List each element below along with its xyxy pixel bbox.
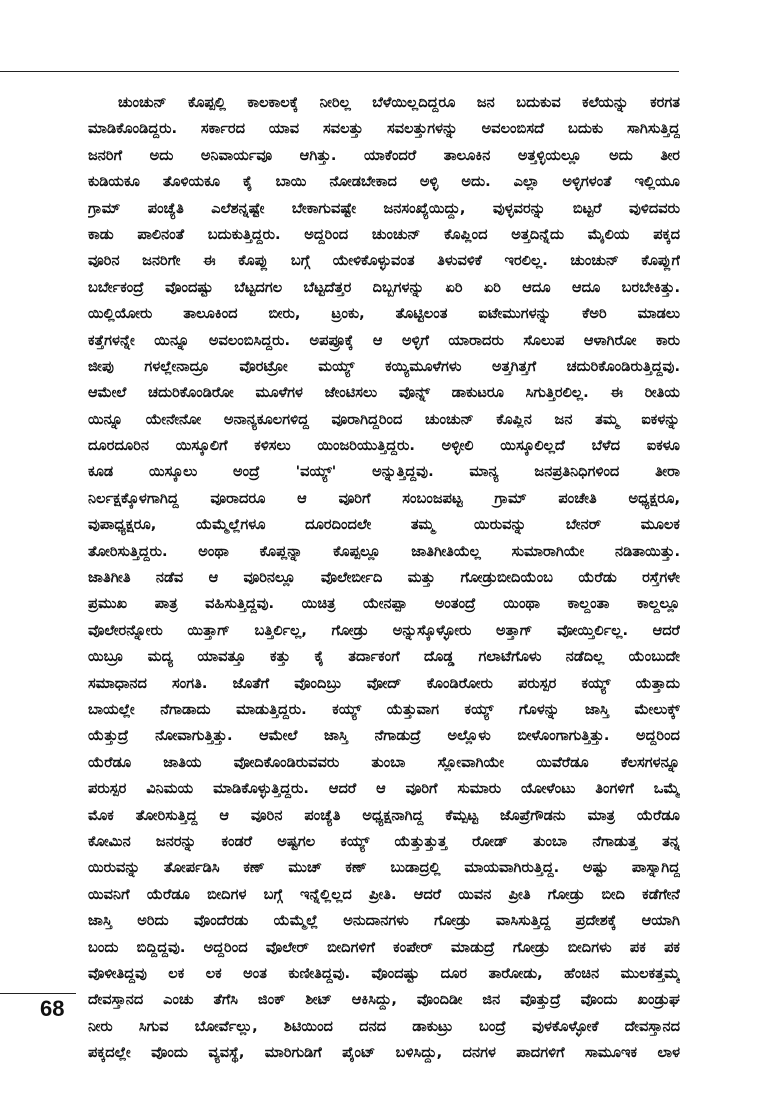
text-line: ನೀರು ಸಿಗುವ ಬೋರ್ವೆಲ್ಲು, ಶಿಟಿಯಿಂದ ದನದ ಡಾಕುಟ್ರು ಬಂದ್ರೆ ವುಳಕೊಳ್ಳೋಕೆ ದೇವಸ್ತಾನದ [88, 1017, 680, 1035]
text-line: ಯಿಲ್ಲಿಯೋರು ತಾಲೂಕಿಂದ ಬೀರು, ಟ್ರಂಕು, ತೊಟ್ಟಿಲಂತ ಐಟೇಮುಗಳನ್ನು ಕೆಅರಿ ಮಾಡಲು [88, 305, 680, 323]
text-line: ಯೆತ್ತುದ್ರೆ ನೋವಾಗುತ್ತಿತ್ತು. ಆಮೇಲೆ ಜಾಸ್ತಿ ನೆಗಾಡುದ್ರೆ ಅಲ್ಲೊಳು ಬೀಳೊಂಗಾಗುತ್ತಿತ್ತು. ಅದ್ದರಿಂದ [88, 727, 680, 745]
text-line: ವೊಲೇರನ್ನೋರು ಯಿತ್ತಾಗ್ ಬತ್ತಿರ್ಲಿಲ್ಲ, ಗೋಡ್ರು ಅನ್ನುಸ್ಕೊಳ್ಳೋರು ಅತ್ತಾಗ್ ವೋಯ್ತಿರ್ಲಿಲ್ಲ. ಆದರೆ [88, 621, 680, 639]
text-line: ಬಂದು ಬಿದ್ದಿದ್ದವು. ಅದ್ದರಿಂದ ವೊಲೇರ್ ಬೀದಿಗಳಿಗೆ ಕಂಪೇರ್ ಮಾಡುದ್ರೆ ಗೋಡ್ರು ಬೀದಿಗಳು ಪಕ ಪಕ [88, 938, 680, 956]
page-number: 68 [40, 996, 65, 1021]
text-line: ವುಪಾಧ್ಯಕ್ಷರೂ, ಯೆಮ್ಮೆಲ್ಲೆಗಳೂ ದೂರದಿಂದಲೇ ತಮ್ಮ ಯಿರುವನ್ನು ಬೇನರ್ ಮೂಲಕ [88, 516, 680, 534]
text-line: ತೋರಿಸುತ್ತಿದ್ದರು. ಅಂಥಾ ಕೊಪ್ಲನ್ನಾ ಕೊಪ್ಪಲ್ಲೂ ಜಾತಿಗೀತಿಯೆಲ್ಲ ಸುಮಾರಾಗಿಯೇ ನಡಿತಾಯಿತ್ತು. [88, 542, 680, 560]
text-line: ಯಿವನಿಗೆ ಯೆರೆಡೂ ಬೀದಿಗಳ ಬಗ್ಗೆ ಇನ್ನೆಲ್ಲಿಲ್ಲದ ಪ್ರೀತಿ. ಆದರೆ ಯಿವನ ಪ್ರೀತಿ ಗೋಡ್ರು ಬೀದಿ ಕಡೆಗೇನೆ [88, 885, 680, 903]
text-line: ಆಮೇಲೆ ಚದುರಿಕೊಂಡಿರೋ ಮೂಳೆಗಳ ಜೇಂಟಿಸಲು ವೊನ್ನ್ ಡಾಕುಟರೂ ಸಿಗುತ್ತಿರಲಿಲ್ಲ. ಈ ರೀತಿಯ [88, 384, 680, 402]
text-line: ಯಿನ್ನೂ ಯೇನೇನೋ ಅನಾನ್ಯಕೂಲಗಳಿದ್ದ ವೂರಾಗಿದ್ದರಿಂದ ಚುಂಚುನ್ ಕೊಪ್ಲಿನ ಜನ ತಮ್ಮ ಐಕಳನ್ನು [88, 410, 680, 428]
text-line: ಕೂಡ ಯಿಸ್ಕೂಲು ಅಂದ್ರೆ 'ವಯ್ಯ್' ಅನ್ನುತ್ತಿದ್ದವು. ಮಾನ್ಯ ಜನಪ್ರತಿನಿಧಿಗಳಿಂದ ತೀರಾ [88, 463, 680, 481]
body-text [88, 90, 680, 1066]
text-line: ಯಿರುವನ್ನು ತೋರ್ಪಡಿಸಿ ಕಣ್ ಮುಚ್ ಕಣ್ ಬುಡಾದ್ರಲ್ಲಿ ಮಾಯವಾಗಿರುತ್ತಿದ್ದ. ಅಷ್ಟು ಪಾಸ್ನಾಗಿದ್ದ [88, 859, 680, 877]
text-line: ಯೆರೆಡೂ ಜಾತಿಯ ವೋದಿಕೊಂಡಿರುವವರು ತುಂಬಾ ಸ್ಲೋವಾಗಿಯೇ ಯಿವೆರೆಡೂ ಕೆಲಸಗಳನ್ನೂ [88, 753, 680, 771]
text-line: ಚುಂಚುನ್ ಕೊಪ್ಪಲ್ಲಿ ಕಾಲಕಾಲಕ್ಕೆ ನೀರಿಲ್ಲ ಬೆಳೆಯಿಲ್ಲದಿದ್ದರೂ ಜನ ಬದುಕುವ ಕಲೆಯನ್ನು ಕರಗತ [118, 94, 680, 111]
text-line: ಕೋಮಿನ ಜನರನ್ನು ಕಂಡರೆ ಅಷ್ಟಗಲ ಕಯ್ಯ್ ಯೆತ್ತುತ್ತುತ್ತ ರೋಡ್ ತುಂಬಾ ನೆಗಾಡುತ್ತ ತನ್ನ [88, 832, 680, 850]
text-line: ಮಾಡಿಕೊಂಡಿದ್ದರು. ಸರ್ಕಾರದ ಯಾವ ಸವಲತ್ತು ಸವಲತ್ತುಗಳನ್ನು ಅವಲಂಬಿಸದೆ ಬದುಕು ಸಾಗಿಸುತ್ತಿದ್ದ [88, 120, 680, 138]
text-line: ದೂರದೂರಿನ ಯಿಸ್ಕೂಲಿಗೆ ಕಳಿಸಲು ಯಿಂಜರಿಯುತ್ತಿದ್ದರು. ಅಳ್ಳೀಲಿ ಯಿಸ್ಕೂಲಿಲ್ಲದೆ ಬೆಳೆದ ಐಕಳೂ [88, 437, 680, 455]
text-line: ನಿರ್ಲಕ್ಷಕ್ಕೊಳಗಾಗಿದ್ದ ವೂರಾದರೂ ಆ ವೂರಿಗೆ ಸಂಬಂಜಪಟ್ಟ ಗ್ರಾಮ್ ಪಂಚೇತಿ ಅಧ್ಯಕ್ಷರೂ, [88, 489, 680, 507]
text-line: ವೊಳೀತಿದ್ದವು ಲಕ ಲಕ ಅಂತ ಕುಣೀತಿದ್ದವು. ವೊಂದಷ್ಟು ದೂರ ತಾರೋಡು, ಹೆಂಚಿನ ಮುಲಕತ್ತಮ್ಮ [88, 964, 680, 982]
text-line: ದೇವಸ್ತಾನದ ಎಂಚು ತೆಗೆಸಿ ಜಿಂಕ್ ಶೀಟ್ ಆಕಿಸಿದ್ದು, ವೊಂದಿಡೀ ಜಿನ ವೊತ್ತುದ್ರೆ ವೊಂದು ಖಂಡ್ರುಘ [88, 991, 680, 1009]
text-line: ಕಾಡು ಪಾಲಿನಂತೆ ಬದುಕುತ್ತಿದ್ದರು. ಅದ್ದರಿಂದ ಚುಂಚುನ್ ಕೊಪ್ಲಿಂದ ಅತ್ತದಿನ್ನೆದು ಮೈಲಿಯ ಪಕ್ಕದ [88, 225, 680, 243]
text-line: ಗ್ರಾಮ್ ಪಂಚ್ಯೆತಿ ಎಲೆಶನ್ನಷ್ಟೇ ಬೇಕಾಗುವಷ್ಟೇ ಜನಸಂಖ್ಯೆಯಿದ್ದು, ವುಳ್ಳವರನ್ನು ಬಿಟ್ಟರೆ ವುಳಿದವರು [88, 199, 680, 217]
text-line: ಜನರಿಗೆ ಅದು ಅನಿವಾರ್ಯವೂ ಆಗಿತ್ತು. ಯಾಕೆಂದರೆ ತಾಲೂಕಿನ ಅತ್ತಳ್ಳಿಯಲ್ಲೂ ಅದು ತೀರ [88, 146, 680, 164]
text-line: ಜಾತಿಗೀತಿ ನಡೆವ ಆ ವೂರಿನಲ್ಲೂ ವೊಲೇರ್ಬೀದಿ ಮತ್ತು ಗೋಡ್ರುಬೀದಿಯೆಂಬ ಯೆರೆಡು ರಸ್ತೆಗಳೇ [88, 569, 680, 587]
text-line: ಪರುಸ್ಪರ ವಿನಿಮಯ ಮಾಡಿಕೊಳ್ಳುತ್ತಿದ್ದರು. ಆದರೆ ಆ ವೂರಿಗೆ ಸುಮಾರು ಯೋಳೆಂಟು ತಿಂಗಳಿಗೆ ಒಮ್ಮೆ [88, 780, 680, 798]
text-line: ಕುಡಿಯಕೂ ತೊಳಿಯಕೂ ಕೈ ಬಾಯಿ ನೋಡಬೇಕಾದ ಅಳ್ಳಿ ಅದು. ಎಲ್ಲಾ ಅಳ್ಳಿಗಳಂತೆ ಇಲ್ಲಿಯೂ [88, 173, 680, 191]
text-line: ಜೀಪು ಗಳಲ್ಲೇನಾದ್ರೂ ವೊರಟ್ರೋ ಮಯ್ಯ್ ಕಯ್ಯಿಮೂಳೆಗಳು ಅತ್ತಗಿತ್ತಗೆ ಚದುರಿಕೊಂಡಿರುತ್ತಿದ್ದವು. [88, 357, 680, 375]
text-line: ಬಾಯಲ್ಲೇ ನೆಗಾಡಾದು ಮಾಡುತ್ತಿದ್ದರು. ಕಯ್ಯ್ ಯೆತ್ತುವಾಗ ಕಯ್ಯ್ ಗೊಳನ್ನು ಜಾಸ್ತಿ ಮೇಲುಕ್ಕ್ [88, 700, 680, 718]
text-line: ಪಕ್ಕದಲ್ಲೇ ವೊಂದು ವ್ಯವಸ್ಥೆ, ಮಾರಿಗುಡಿಗೆ ಪೈಂಟ್ ಬಳಿಸಿದ್ದು, ದನಗಳ ಪಾದಗಳಿಗೆ ಸಾಮೂಇಕ ಲಾಳ [88, 1044, 680, 1062]
top-rule [0, 71, 679, 72]
text-line: ಮೊಕ ತೋರಿಸುತ್ತಿದ್ದ ಆ ವೂರಿನ ಪಂಚ್ಯೆತಿ ಅಧ್ಯಕ್ಷನಾಗಿದ್ದ ಕೆಮ್ಪಟ್ಟ ಜೊಪ್ರೆಗೌಡನು ಮಾತ್ರ ಯೆರೆಡೂ [88, 806, 680, 824]
text-line: ಸಮಾಧಾನದ ಸಂಗತಿ. ಜೊತೆಗೆ ವೊಂದಿಬ್ರು ವೋದ್ ಕೊಂಡಿರೋರು ಪರುಸ್ಪರ ಕಯ್ಯ್ ಯೆತ್ತಾದು [88, 674, 680, 692]
text-line: ಪ್ರಮುಖ ಪಾತ್ರ ವಹಿಸುತ್ತಿದ್ದವು. ಯಿಚಿತ್ರ ಯೇನಪ್ಪಾ ಅಂತಂದ್ರೆ ಯಿಂಥಾ ಕಾಲ್ದಂತಾ ಕಾಲ್ದಲ್ಲೂ [88, 595, 680, 613]
text-line: ಬರ್ಬೇಕಂದ್ರೆ ವೊಂದಷ್ಟು ಬೆಟ್ಟದಗಲ ಬೆಟ್ಟದೆತ್ತರ ದಿಬ್ಬಗಳನ್ನು ಏರಿ ಏರಿ ಆದೂ ಆದೂ ಬರಬೇಕಿತ್ತು. [88, 278, 680, 296]
text-line: ಯಿಬ್ರೂ ಮದ್ಯ ಯಾವತ್ತೂ ಕತ್ತು ಕೈ ತರ್ದಾಕಂಗೆ ದೊಡ್ಡ ಗಲಾಟೆಗೊಳು ನಡೆದಿಲ್ಲ ಯೆಂಬುದೇ [88, 648, 680, 666]
page-number-rule [0, 993, 76, 994]
text-line: ಜಾಸ್ತಿ ಅರಿದು ವೊಂದೆರಡು ಯೆಮ್ಮೆಲ್ಲೆ ಅನುದಾನಗಳು ಗೋಡ್ರು ವಾಸಿಸುತ್ತಿದ್ದ ಪ್ರದೇಶಕ್ಕೆ ಆಯಾಗಿ [88, 912, 680, 930]
text-line: ವೂರಿನ ಜನರಿಗೇ ಈ ಕೊಪ್ಲು ಬಗ್ಗೆ ಯೇಳಿಕೊಳ್ಳುವಂತ ತಿಳುವಳಿಕೆ ಇರಲಿಲ್ಲ. ಚುಂಚುನ್ ಕೊಪ್ಲುಗೆ [88, 252, 680, 270]
text-line: ಕತ್ತೆಗಳನ್ನೇ ಯಿನ್ನೂ ಅವಲಂಬಿಸಿದ್ದರು. ಅಪಪ್ರೂಕ್ಕೆ ಆ ಅಳ್ಳಿಗೆ ಯಾರಾದರು ಸೊಲುಪ ಆಳಾಗಿರೋ ಕಾರು [88, 331, 680, 349]
